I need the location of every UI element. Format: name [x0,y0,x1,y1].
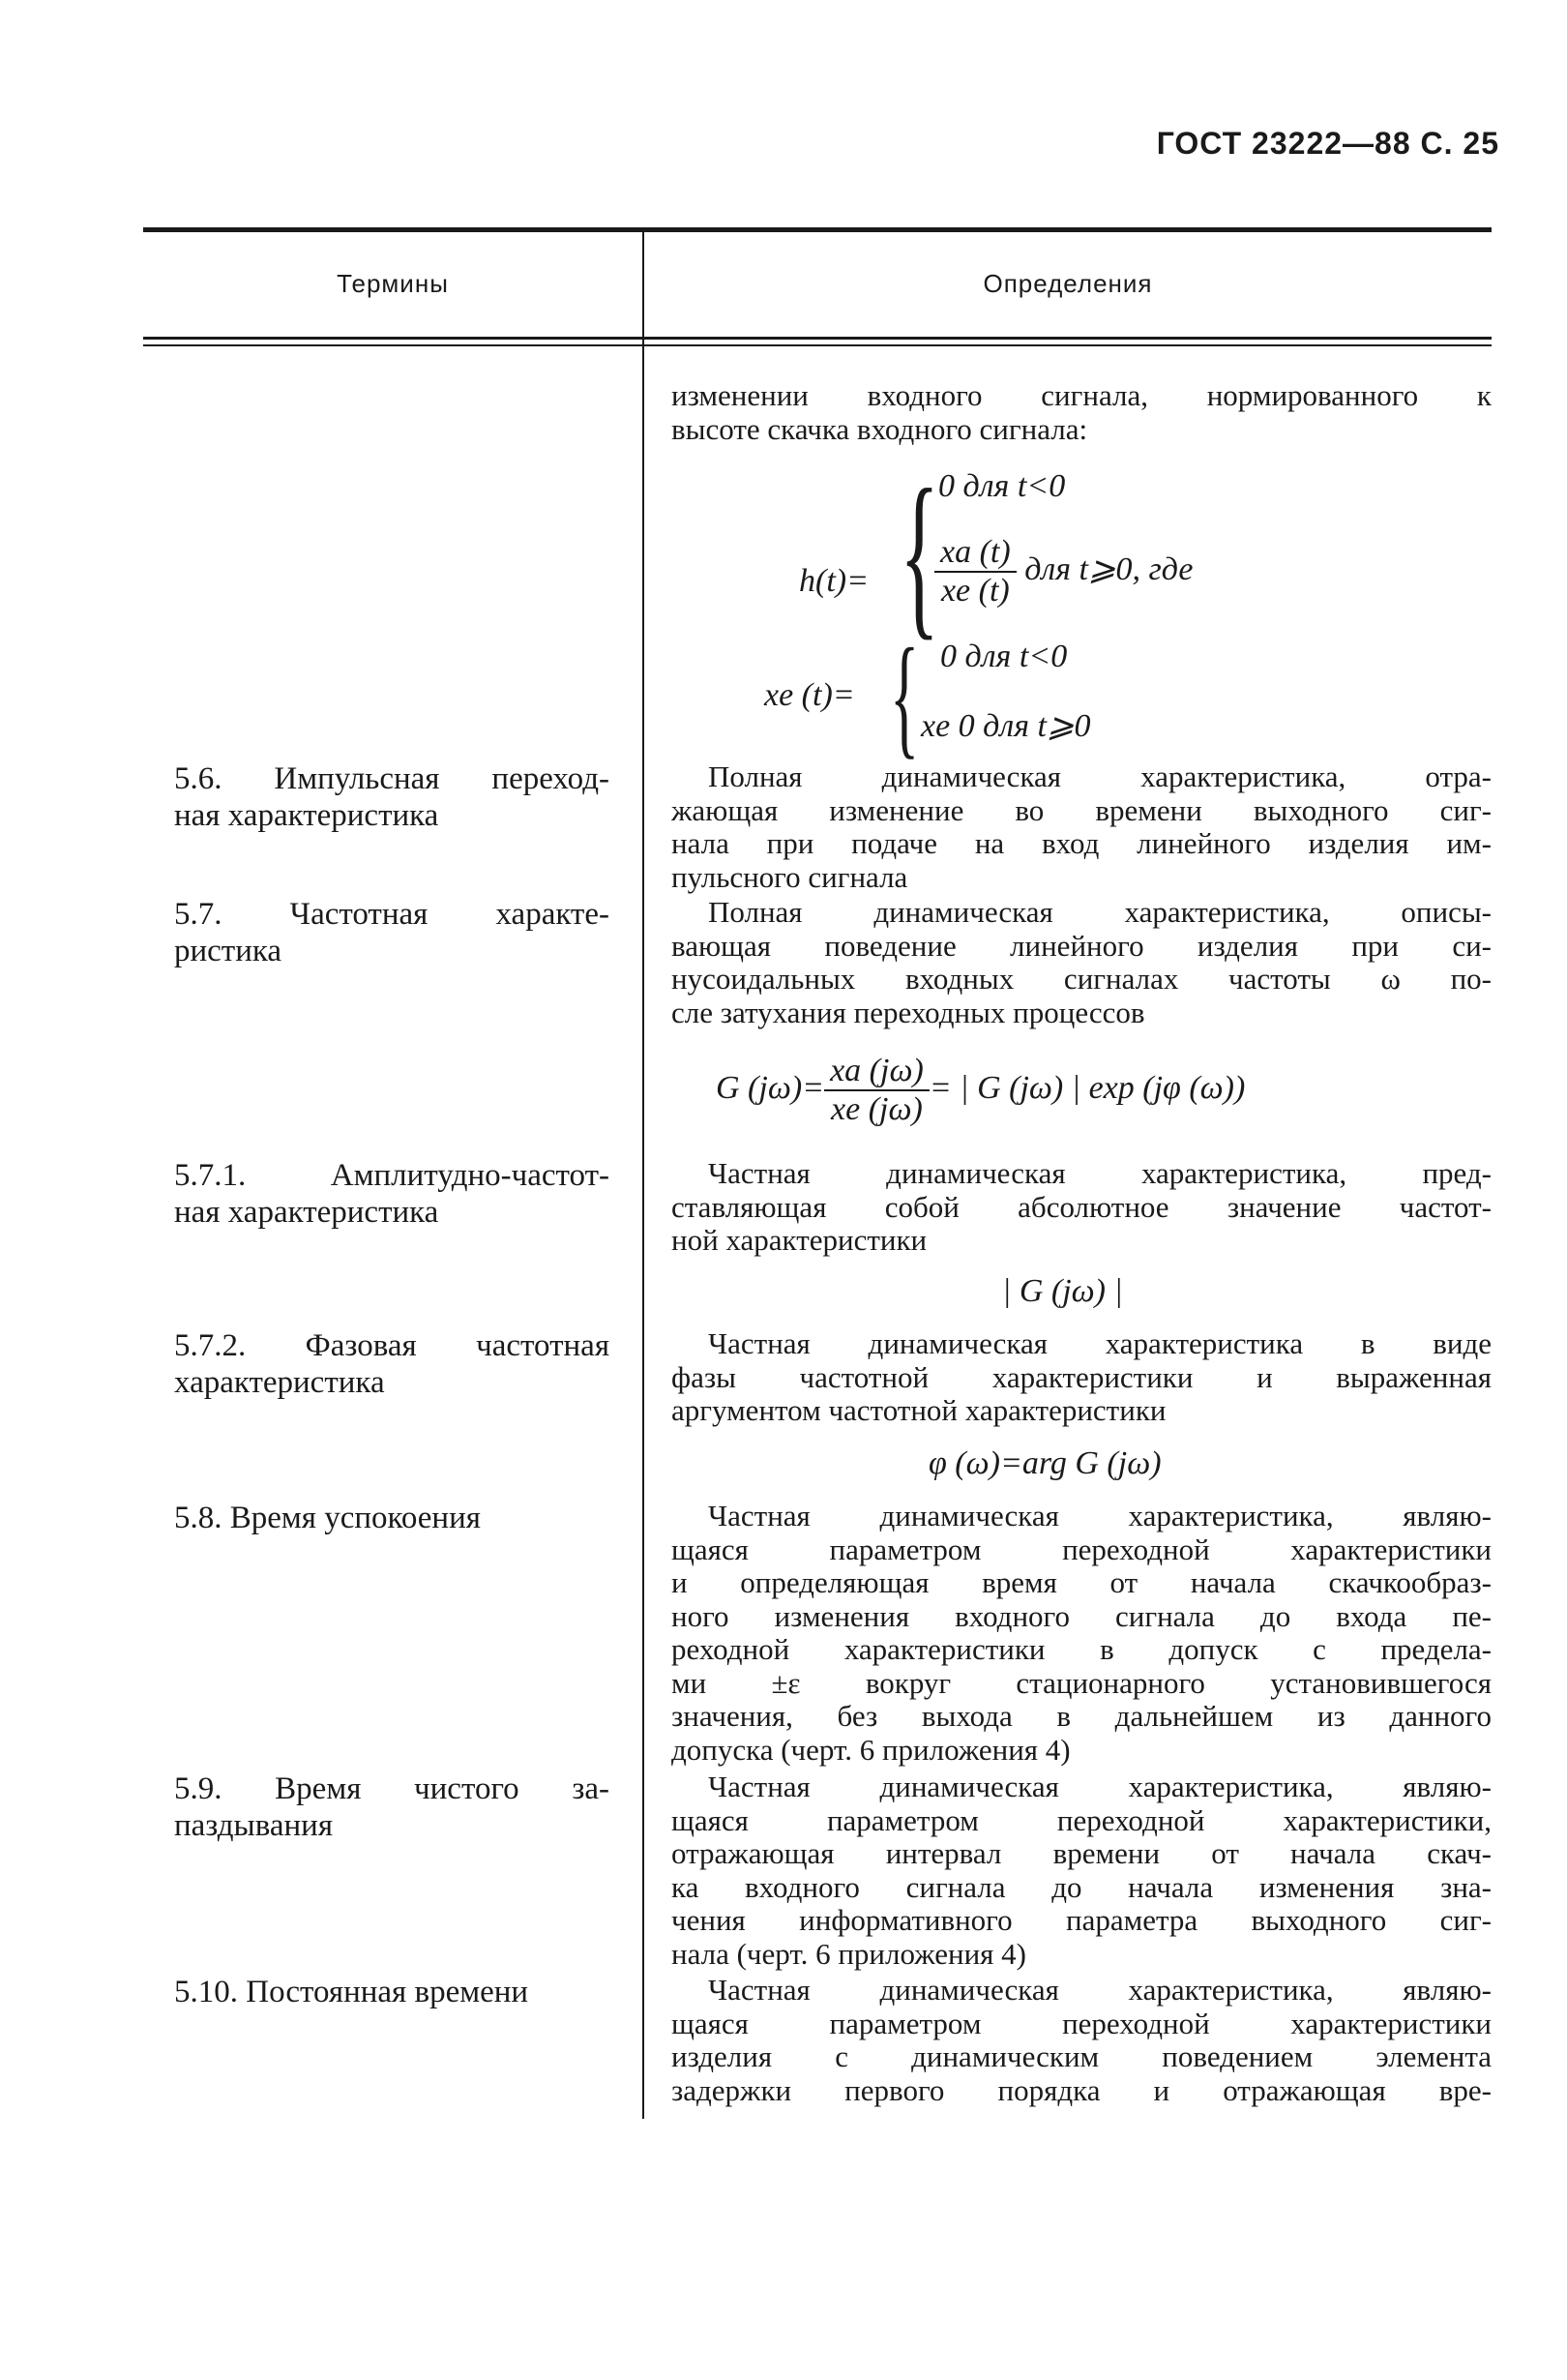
definition-line: ставляющая собой абсолютное значение частот- [671,1189,1492,1224]
definition-line: нала при подаче на вход линейного изделия им- [671,826,1492,860]
definition-line: нусоидальных входных сигналах частоты ω по- [671,962,1492,996]
definition-line: изделия с динамическим поведением элемента [671,2039,1492,2073]
definition-line: Полная динамическая характеристика, описы- [708,895,1492,929]
formula-h-case2 [934,534,1193,610]
table-top-rule [143,227,1492,232]
definition-line: пульсного сигнала [671,859,908,894]
term-5-8 [174,1500,609,1536]
term-line: 5.7. Частотная характе- [174,897,609,932]
definition-line: жающая изменение во времени выходного сиг- [671,792,1492,827]
definition-5-7 [671,896,1492,1029]
term-line: 5.8. Время успокоения [174,1501,481,1535]
formula-xe-case1: 0 для t<0 [940,639,1068,674]
definition-line: реходной характеристики в допуск с предела- [671,1632,1492,1666]
definition-line: фазы частотной характеристики и выраженная [671,1359,1492,1394]
formula-lhs: G (jω)= [716,1069,825,1106]
definition-line: аргументом частотной характеристики [671,1393,1167,1427]
definition-line: и определяющая время от начала скачкообраз- [671,1565,1492,1599]
continuation-text [671,379,1492,446]
formula-phase: φ (ω)=arg G (jω) [929,1445,1162,1481]
definition-5-10 [671,1974,1492,2107]
term-line: ристика [174,934,282,968]
term-line: 5.6. Импульсная переход- [174,761,609,796]
continuation-line: изменении входного сигнала, нормированного к [671,378,1492,412]
definition-line: задержки первого порядка и отражающая вре- [671,2072,1492,2107]
definition-line: сле затухания переходных процессов [671,995,1145,1029]
page-header: ГОСТ 23222—88 С. 25 [1156,126,1499,161]
definition-line: значения, без выхода в дальнейшем из данного [671,1699,1492,1733]
definition-line: ной характеристики [671,1223,928,1257]
term-line: 5.10. Постоянная времени [174,1975,529,2009]
definition-line: Частная динамическая характеристика, пред- [708,1156,1492,1190]
term-5-7-1 [174,1157,609,1231]
formula-amplitude: | G (jω) | [1002,1273,1123,1309]
brace-symbol: { [890,621,920,771]
definition-5-9 [671,1770,1492,1971]
fraction-denominator: xe (jω) [831,1091,923,1127]
definition-line: допуска (черт. 6 приложения 4) [671,1732,1071,1767]
fraction-numerator: xa (jω) [824,1053,930,1091]
formula-frequency-response [716,1053,1245,1128]
definition-line: Частная динамическая характеристика, являю- [708,1499,1492,1532]
term-line: 5.9. Время чистого за- [174,1771,609,1806]
definition-line: щаяся параметром переходной характеристики, [671,1802,1492,1837]
definition-line: ми ±ε вокруг стационарного установившегося [671,1665,1492,1700]
term-5-6 [174,760,609,834]
term-line: ная характеристика [174,1195,439,1230]
definition-line: Полная динамическая характеристика, отра- [708,759,1492,793]
continuation-line: высоте скачка входного сигнала: [671,411,1088,446]
term-line: 5.7.1. Амплитудно-частот- [174,1158,609,1193]
column-header-terms: Термины [337,269,449,298]
table-header-rule-double [143,344,1492,346]
definition-line: нала (черт. 6 приложения 4) [671,1936,1026,1971]
term-5-9 [174,1770,609,1844]
formula-condition: для t⩾0, где [1024,550,1194,587]
definition-line: ка входного сигнала до начала изменения зна- [671,1869,1492,1904]
formula-xe-case2: xe 0 для t⩾0 [921,708,1091,744]
term-line: ная характеристика [174,798,439,833]
term-line: характеристика [174,1365,385,1400]
term-5-7-2 [174,1327,609,1401]
term-line: 5.7.2. Фазовая частотная [174,1328,609,1363]
definition-line: отражающая интервал времени от начала скач- [671,1836,1492,1870]
term-5-10 [174,1974,609,2010]
definition-line: Частная динамическая характеристика, являю- [708,1770,1492,1803]
column-divider [642,232,644,2119]
definition-5-6 [671,760,1492,894]
definition-5-8 [671,1500,1492,1767]
definition-line: вающая поведение линейного изделия при си- [671,928,1492,963]
definition-5-7-2 [671,1327,1492,1428]
fraction-numerator: xa (t) [934,534,1017,573]
table-header-rule [143,337,1492,340]
brace-symbol: { [900,453,940,656]
term-line: паздывания [174,1808,334,1843]
formula-xe-lhs: xe (t)= [764,677,855,713]
term-5-7 [174,896,609,969]
definition-5-7-1 [671,1157,1492,1258]
formula-h-case1: 0 для t<0 [938,468,1066,504]
definition-line: щаяся параметром переходной характеристики [671,1532,1492,1566]
formula-h-lhs: h(t)= [799,563,870,599]
definition-line: Частная динамическая характеристика, являю- [708,1973,1492,2007]
column-header-definitions: Определения [983,269,1153,298]
definition-line: ного изменения входного сигнала до входа пе- [671,1598,1492,1633]
definition-line: щаяся параметром переходной характеристики [671,2006,1492,2040]
fraction-denominator: xe (t) [940,573,1010,609]
formula-rhs: = | G (jω) | exp (jφ (ω)) [929,1069,1246,1106]
definition-line: Частная динамическая характеристика в виде [708,1326,1492,1360]
definition-line: чения информативного параметра выходного сиг- [671,1903,1492,1937]
